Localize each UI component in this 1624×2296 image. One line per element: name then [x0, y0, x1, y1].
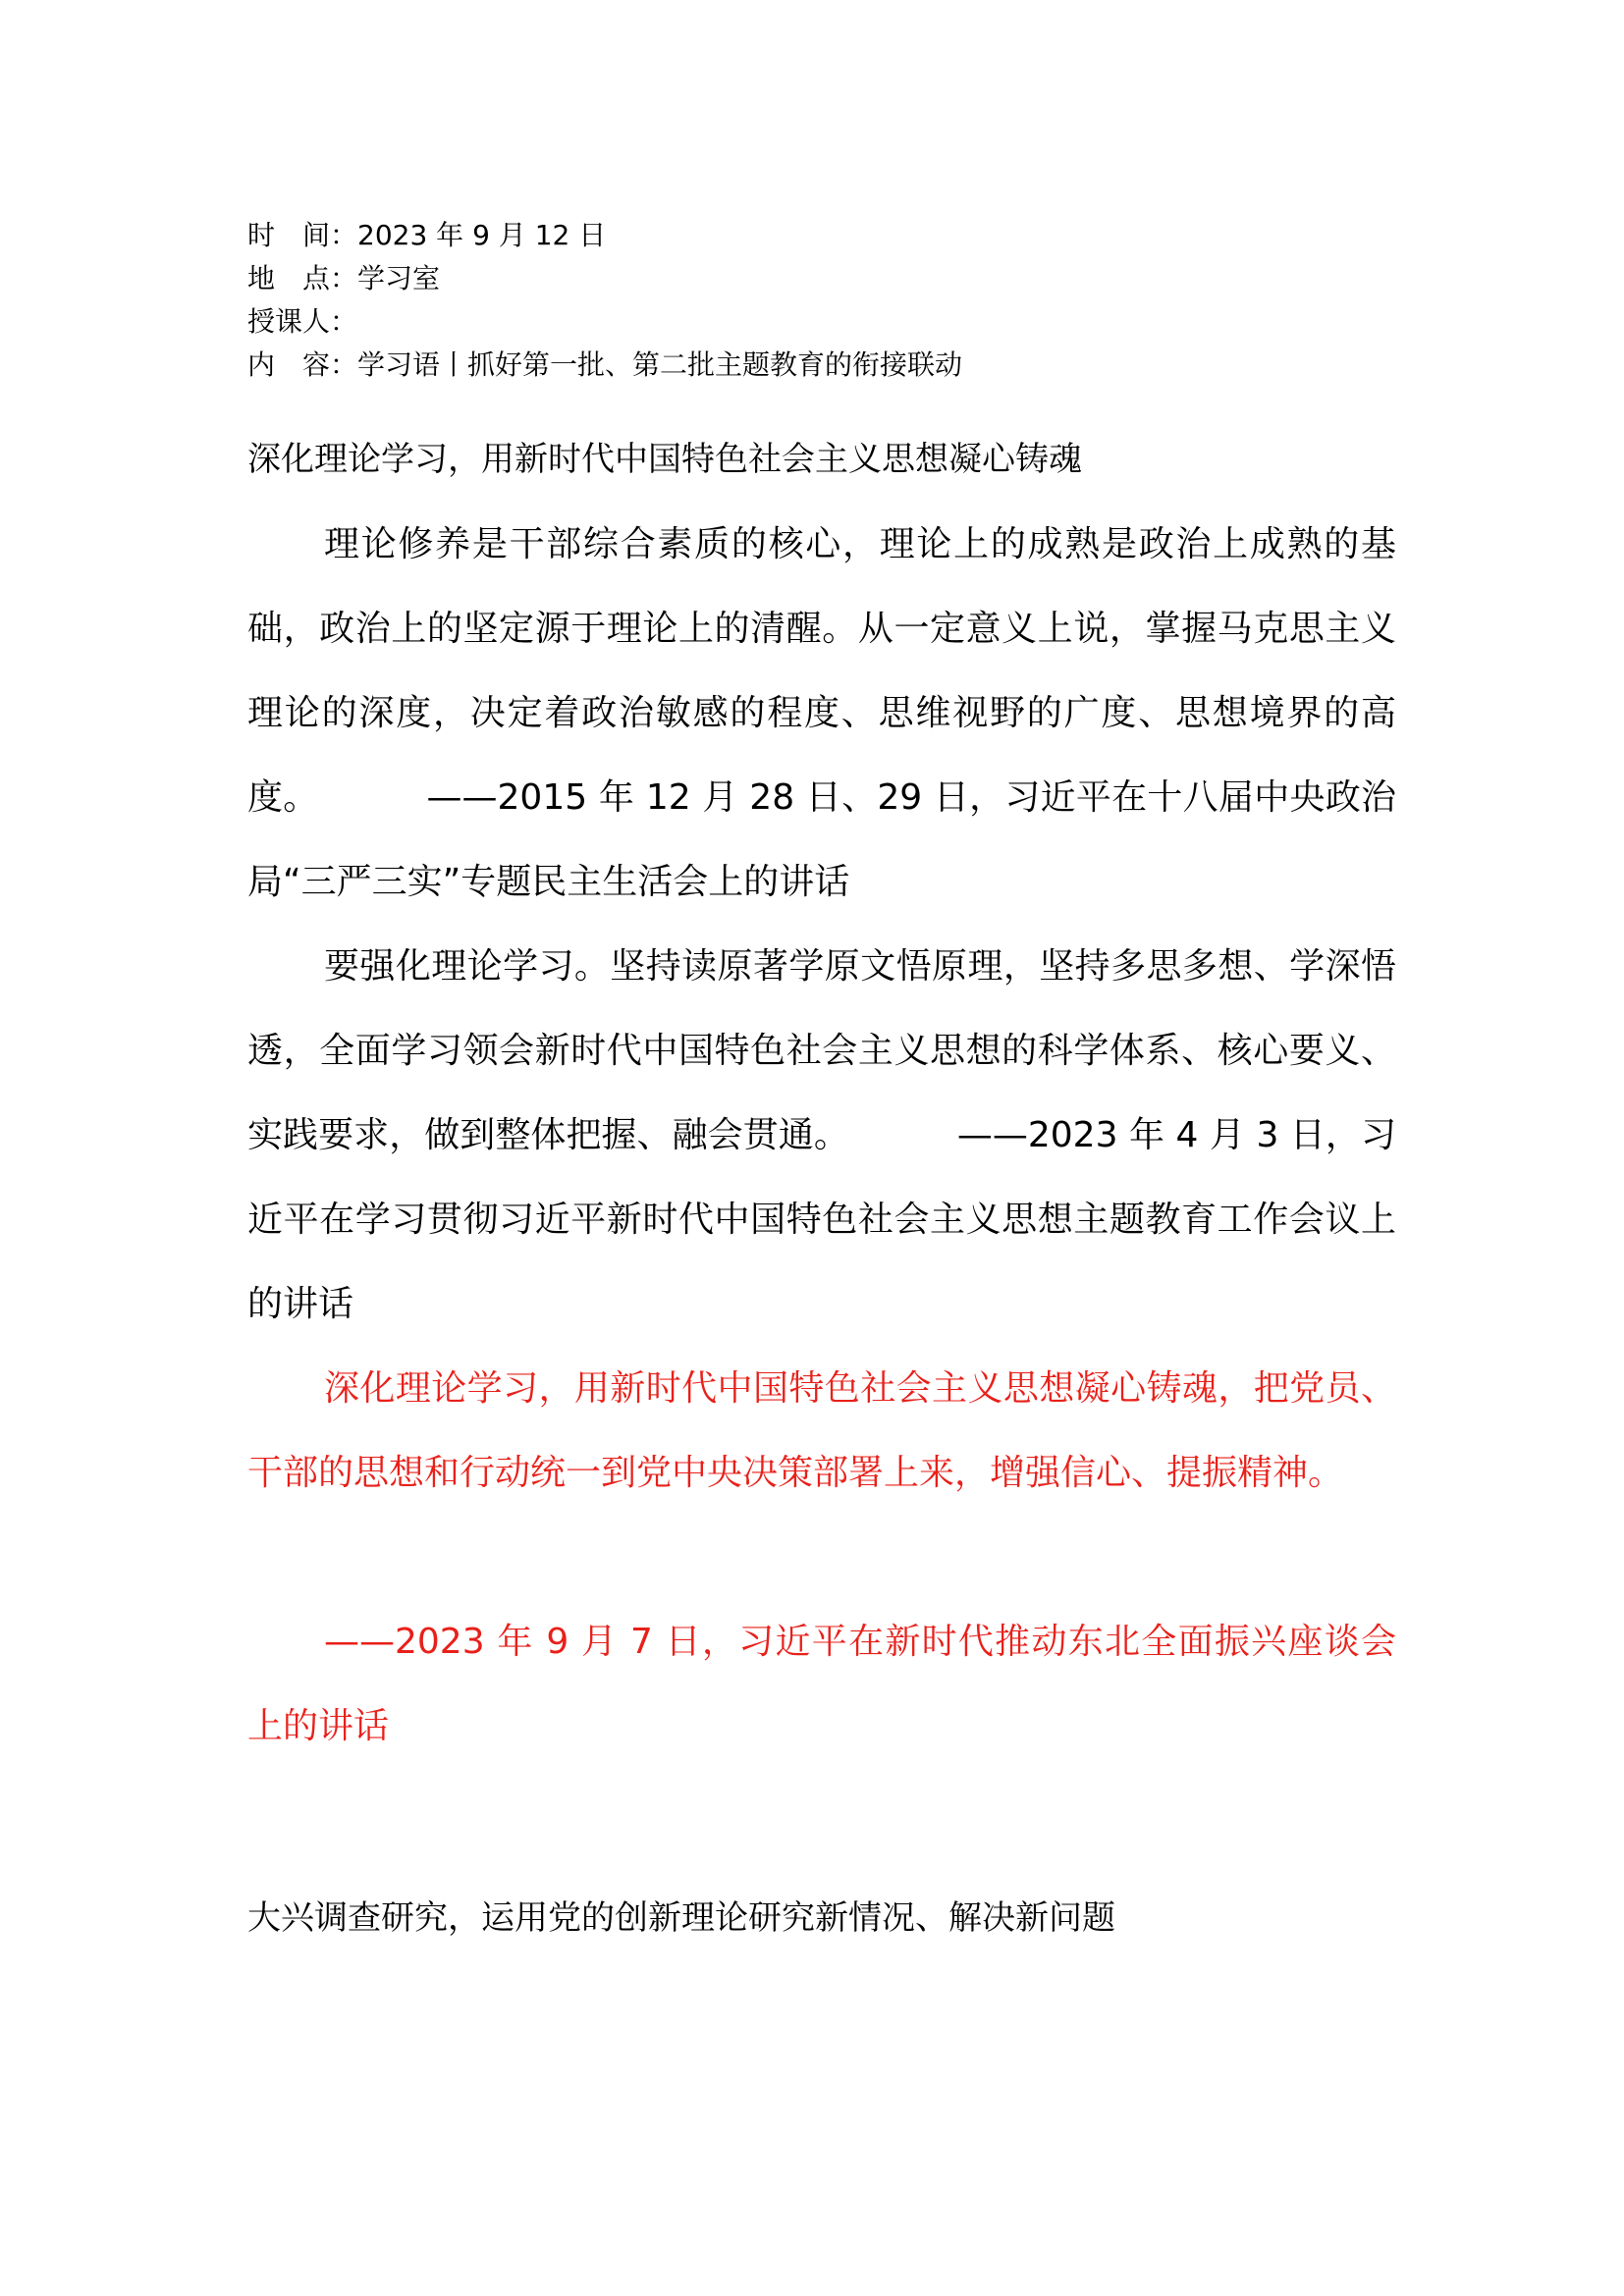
meta-place-label: 地 点：	[247, 262, 358, 294]
meta-content-row	[247, 344, 1386, 387]
quote-paragraph	[247, 925, 1396, 1347]
meta-content-label: 内 容：	[247, 348, 358, 381]
lesson-meta	[247, 214, 1386, 387]
quote-paragraph	[247, 503, 1396, 925]
quote-source: ——2023 年 9 月 7 日，习近平在新时代推动东北全面振兴座谈会上的讲话	[247, 1622, 1396, 1746]
meta-place-row	[247, 257, 1386, 300]
section-title-research: 大兴调查研究，运用党的创新理论研究新情况、解决新问题	[247, 1898, 1115, 1938]
quote-source: ——2015 年 12 月 28 日、29 日，习近平在十八届中央政治局“三严三实”专题民主生活会上的讲话	[247, 777, 1396, 902]
quote-source: ——2023 年 4 月 3 日，习近平在学习贯彻习近平新时代中国特色社会主义思想主题教育工作会议上的讲话	[247, 1115, 1396, 1324]
meta-lecturer-row	[247, 300, 1386, 344]
meta-time-row	[247, 214, 1386, 257]
quote-text: 要强化理论学习。坚持读原著学原文悟原理，坚持多思多想、学深悟透，全面学习领会新时代中国特色社会主义思想的科学体系、核心要义、实践要求，做到整体把握、融会贯通。	[247, 946, 1396, 1155]
meta-lecturer-label: 授课人：	[247, 305, 358, 338]
meta-time-label: 时 间：	[247, 219, 358, 251]
meta-time-value: 2023 年 9 月 12 日	[357, 219, 607, 251]
meta-content-value: 学习语丨抓好第一批、第二批主题教育的衔接联动	[357, 348, 963, 381]
meta-place-value: 学习室	[357, 262, 441, 294]
quote-text: 深化理论学习，用新时代中国特色社会主义思想凝心铸魂，把党员、干部的思想和行动统一到党中央决策部署上来，增强信心、提振精神。	[247, 1368, 1396, 1493]
section-title-theory: 深化理论学习，用新时代中国特色社会主义思想凝心铸魂	[247, 440, 1082, 479]
highlighted-quote-paragraph	[247, 1347, 1396, 1516]
quote-text: 理论修养是干部综合素质的核心，理论上的成熟是政治上成熟的基础，政治上的坚定源于理论上的清醒。从一定意义上说，掌握马克思主义理论的深度，决定着政治敏感的程度、思维视野的广度、思想境界的高度。	[247, 524, 1396, 818]
highlighted-quote-source	[247, 1600, 1396, 1769]
